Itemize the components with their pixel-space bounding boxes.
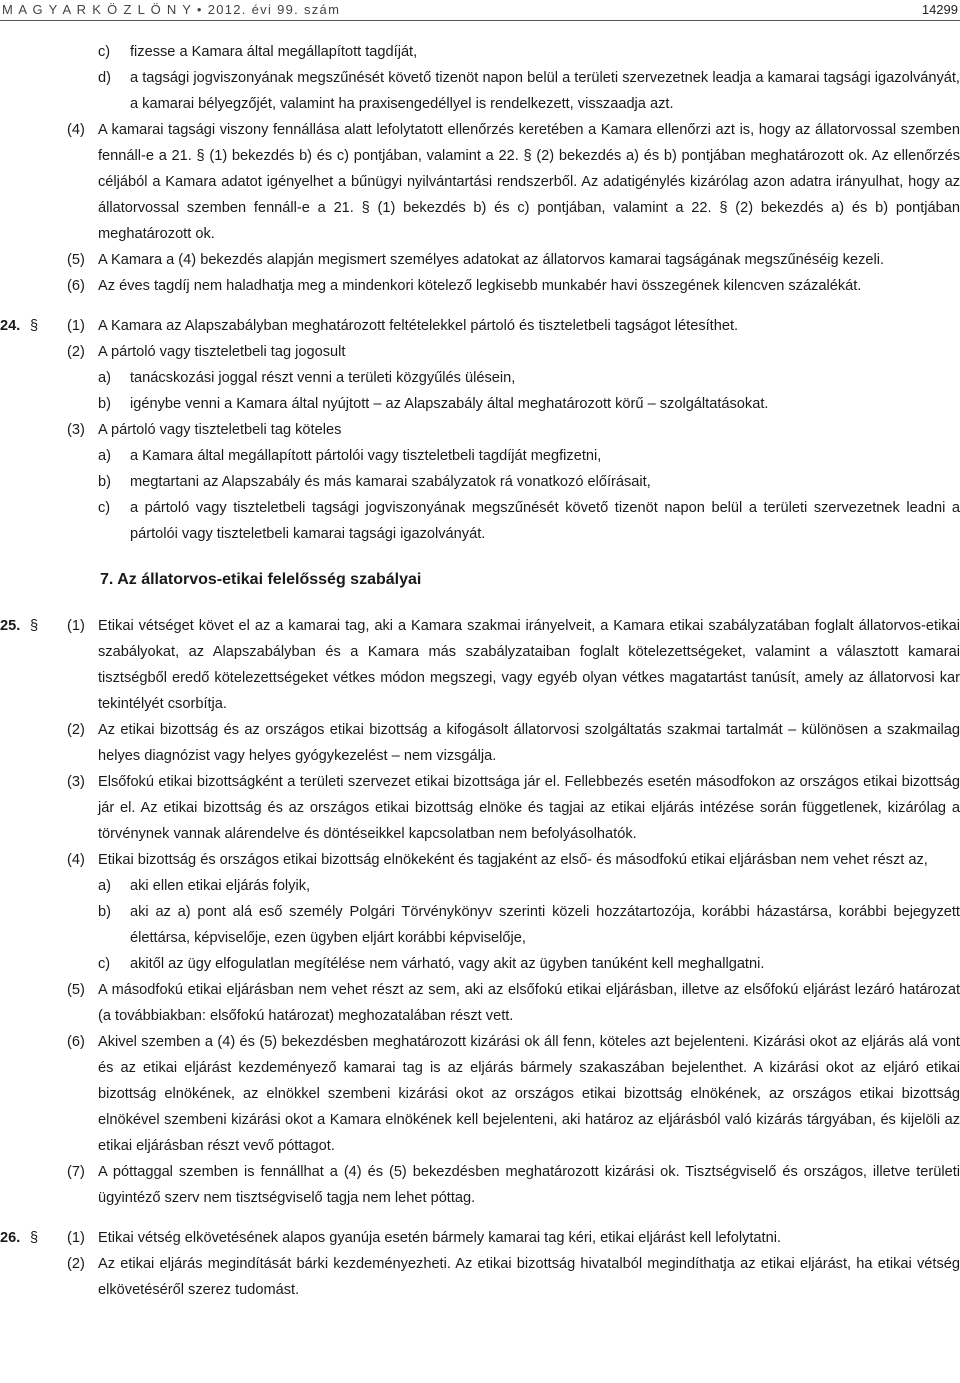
- section-26-paragraph-1: [0, 1225, 960, 1251]
- paragraph-7: [0, 1159, 960, 1211]
- paragraph-label: (5): [67, 252, 85, 268]
- paragraph-5: [0, 247, 960, 273]
- paragraph-label: (1): [67, 318, 85, 334]
- paragraph-text: Elsőfokú etikai bizottságként a területi szervezet etikai bizottsága jár el. Fellebbezés esetén másodfokon az országos etikai bizottság jár el. Az etikai bizottság és az országos etikai bizottság elnöke és tagjai az etikai eljárás intézése során függetlenek, kizárólag a törvénynek vannak alárendelve és döntéseikkel kapcsolatban nem befolyásolhatók.: [98, 774, 960, 842]
- point-b: [0, 391, 960, 417]
- paragraph-label: (7): [67, 1164, 85, 1180]
- chapter-heading: 7. Az állatorvos-etikai felelősség szabályai: [100, 571, 422, 588]
- point-a: [0, 873, 960, 899]
- journal-title: M A G Y A R K Ö Z L Ö N Y • 2012. évi 99. szám: [2, 2, 341, 17]
- point-label: c): [98, 956, 111, 972]
- point-text: megtartani az Alapszabály és más kamarai szabályzatok rá vonatkozó előírásait,: [130, 474, 651, 490]
- paragraph-5: [0, 977, 960, 1029]
- paragraph-3: [0, 417, 960, 443]
- point-text: aki ellen etikai eljárás folyik,: [130, 878, 311, 894]
- section-sign: §: [30, 1230, 39, 1246]
- section-25-paragraph-1: [0, 613, 960, 717]
- point-c: [0, 39, 960, 65]
- point-label: a): [98, 878, 111, 894]
- point-c: [0, 951, 960, 977]
- point-label: b): [98, 396, 111, 412]
- paragraph-text: Az éves tagdíj nem haladhatja meg a mindenkori kötelező legkisebb munkabér havi összegének kilencven százalékát.: [98, 278, 862, 294]
- point-text: a Kamara által megállapított pártolói vagy tiszteletbeli tagdíját megfizetni,: [130, 448, 602, 464]
- paragraph-text: A Kamara a (4) bekezdés alapján megismert személyes adatokat az állatorvos kamarai tagságának megszűnéséig kezeli.: [98, 252, 885, 268]
- paragraph-label: (3): [67, 774, 85, 790]
- section-sign: §: [30, 318, 39, 334]
- point-c: [0, 495, 960, 547]
- section-number: 25.: [0, 618, 21, 634]
- paragraph-label: (4): [67, 122, 85, 138]
- paragraph-2: [0, 339, 960, 365]
- paragraph-text: Akivel szemben a (4) és (5) bekezdésben meghatározott kizárási ok áll fenn, köteles azt bejelenteni. Kizárási okot az eljárás alá vont és az etikai eljárást kezdeményező kamarai tag is az eljárás bármely szakaszában bejelenthet. A kizárási okot az eljáró etikai bizottság elnökének, az elnökkel szembeni kizárási okot az országos etikai bizottság elnökének, az országos etikai bizottság elnökével szembeni kizárási okot a Kamara elnökének kell bejelenteni, aki határoz az eljárásból való kizárás tárgyában, és kijelöli az etikai eljárásban részt vevő póttagot.: [98, 1034, 960, 1154]
- paragraph-label: (6): [67, 1034, 85, 1050]
- point-b: [0, 469, 960, 495]
- paragraph-label: (6): [67, 278, 85, 294]
- paragraph-label: (5): [67, 982, 85, 998]
- paragraph-label: (3): [67, 422, 85, 438]
- point-label: c): [98, 500, 111, 516]
- paragraph-text: A póttaggal szemben is fennállhat a (4) és (5) bekezdésben meghatározott kizárási ok. Tisztségviselő és országos, illetve területi ügyintéző szerv nem tisztségviselő tagja nem lehet póttag.: [98, 1164, 960, 1206]
- point-label: b): [98, 904, 111, 920]
- point-b: [0, 899, 960, 951]
- document-body: [0, 39, 960, 1303]
- paragraph-label: (1): [67, 618, 85, 634]
- paragraph-text: A pártoló vagy tiszteletbeli tag köteles: [98, 422, 342, 438]
- paragraph-2: [0, 717, 960, 769]
- point-text: a tagsági jogviszonyának megszűnését követő tizenöt napon belül a területi szervezetnek leadja a kamarai tagsági igazolványát, a kamarai bélyegzőjét, valamint ha praxisengedéllyel is rendelkezett, visszaadja azt.: [130, 70, 960, 112]
- paragraph-text: Etikai vétséget követ el az a kamarai tag, aki a Kamara szakmai irányelveit, a Kamara etikai szabályzatában foglalt állatorvos-etikai szabályokat, az Alapszabályban és a Kamara más szabályzataiban foglalt kötelezettségeket, valamint a választott kamarai tisztségből eredő kötelezettségeket vétkes módon megszegi, vagy egyéb olyan vétkes magatartást tanúsít, amely az állatorvosi kar tekintélyét csorbítja.: [98, 618, 960, 712]
- paragraph-4: [0, 847, 960, 873]
- paragraph-6: [0, 273, 960, 299]
- paragraph-text: A kamarai tagsági viszony fennállása alatt lefolytatott ellenőrzés keretében a Kamara ellenőrzi azt is, hogy az állatorvossal szemben fennáll-e a 21. § (1) bekezdés b) és c) pontjában, valamint a 22. § (2) bekezdés a) és b) pontjában meghatározott ok. Az ellenőrzés céljából a Kamara adatot igényelhet a bűnügyi nyilvántartási rendszerből. Az adatigénylés kizárólag azon adatra irányulhat, hogy az állatorvossal szemben fennáll-e a 21. § (1) bekezdés b) és c) pontjában, valamint a 22. § (2) bekezdés a) és b) pontjában meghatározott ok.: [98, 122, 960, 242]
- point-label: c): [98, 44, 111, 60]
- paragraph-text: Az etikai eljárás megindítását bárki kezdeményezheti. Az etikai bizottság hivatalból megindíthatja az etikai eljárást, ha etikai vétség elkövetéséről szerez tudomást.: [98, 1256, 960, 1298]
- paragraph-label: (2): [67, 1256, 85, 1272]
- point-d: [0, 65, 960, 117]
- point-text: aki az a) pont alá eső személy Polgári Törvénykönyv szerinti közeli hozzátartozója, korábbi házastársa, korábbi bejegyzett élettársa, képviselője, ezen ügyben eljárt korábbi képviselője,: [130, 904, 960, 946]
- point-text: fizesse a Kamara által megállapított tagdíját,: [130, 44, 418, 60]
- section-number: 26.: [0, 1230, 21, 1246]
- paragraph-label: (1): [67, 1230, 85, 1246]
- point-text: akitől az ügy elfogulatlan megítélése nem várható, vagy akit az ügyben tanúként kell meghallgatni.: [130, 956, 765, 972]
- paragraph-text: A Kamara az Alapszabályban meghatározott feltételekkel pártoló és tiszteletbeli tagságot létesíthet.: [98, 318, 739, 334]
- point-label: b): [98, 474, 111, 490]
- point-label: a): [98, 448, 111, 464]
- paragraph-text: A pártoló vagy tiszteletbeli tag jogosult: [98, 344, 346, 360]
- paragraph-4: [0, 117, 960, 247]
- point-text: tanácskozási joggal részt venni a területi közgyűlés ülésein,: [130, 370, 516, 386]
- paragraph-3: [0, 769, 960, 847]
- paragraph-text: Az etikai bizottság és az országos etikai bizottság a kifogásolt állatorvosi szolgáltatás szakmai tartalmát – különösen a szakmailag helyes diagnózist vagy helyes gyógykezelést – nem vizsgálja.: [98, 722, 960, 764]
- page-number: 14299: [921, 2, 958, 17]
- paragraph-text: Etikai vétség elkövetésének alapos gyanúja esetén bármely kamarai tag kéri, etikai eljárást kell lefolytatni.: [98, 1230, 782, 1246]
- point-a: [0, 365, 960, 391]
- paragraph-label: (4): [67, 852, 85, 868]
- point-label: a): [98, 370, 111, 386]
- section-24-paragraph-1: [0, 313, 960, 339]
- point-a: [0, 443, 960, 469]
- paragraph-label: (2): [67, 344, 85, 360]
- section-number: 24.: [0, 318, 21, 334]
- paragraph-2: [0, 1251, 960, 1303]
- point-text: igénybe venni a Kamara által nyújtott – az Alapszabály által meghatározott körű – szolgáltatásokat.: [130, 396, 769, 412]
- point-label: d): [98, 70, 111, 86]
- paragraph-6: [0, 1029, 960, 1159]
- point-text: a pártoló vagy tiszteletbeli tagsági jogviszonyának megszűnését követő tizenöt napon belül a területi szervezetnek leadni a pártolói vagy tiszteletbeli kamarai tagsági igazolványát.: [130, 500, 960, 542]
- section-sign: §: [30, 618, 39, 634]
- paragraph-text: A másodfokú etikai eljárásban nem vehet részt az sem, aki az elsőfokú etikai eljárásban, illetve az elsőfokú eljárást lezáró határozat (a továbbiakban: elsőfokú határozat) meghozatalában részt vett.: [98, 982, 960, 1024]
- paragraph-label: (2): [67, 722, 85, 738]
- paragraph-text: Etikai bizottság és országos etikai bizottság elnökeként és tagjaként az első- és másodfokú etikai eljárásban nem vehet részt az,: [98, 852, 928, 868]
- page-header: [0, 0, 960, 21]
